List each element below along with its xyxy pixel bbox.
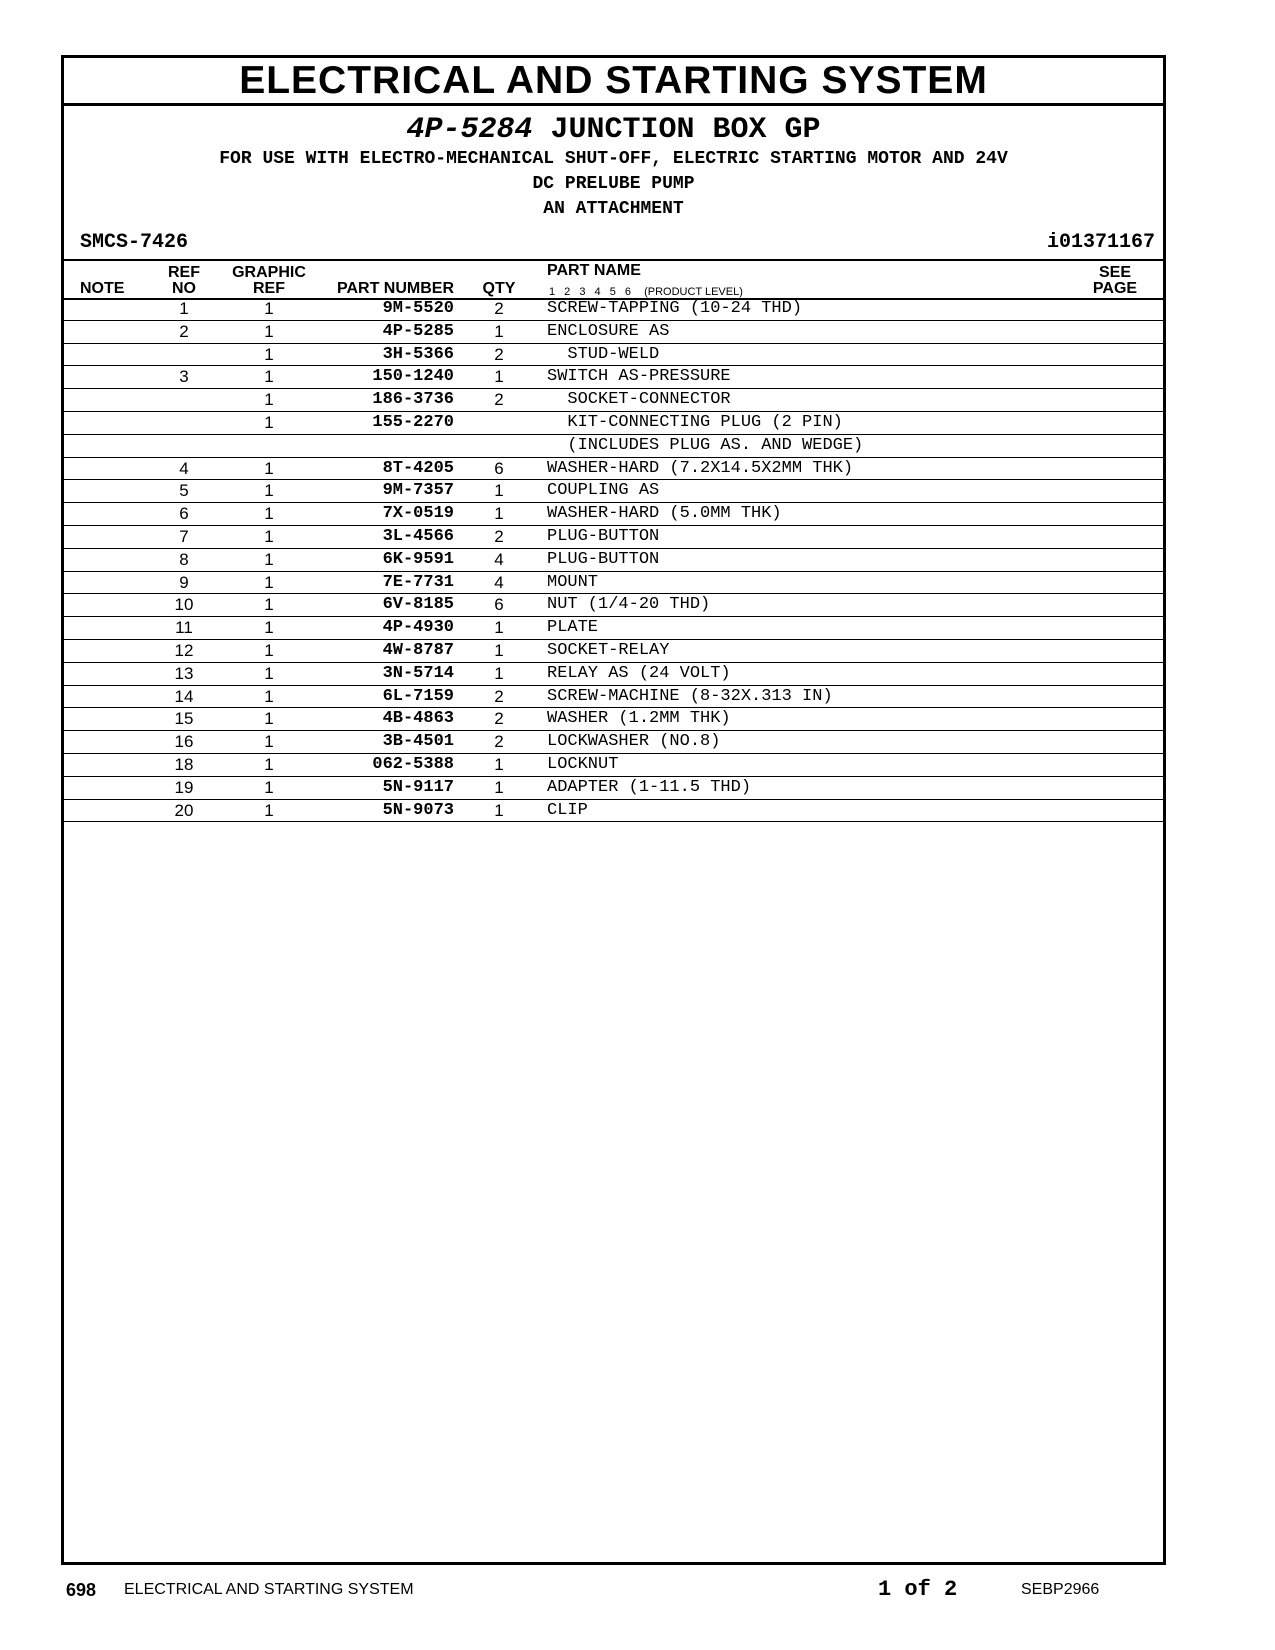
graphic-ref-cell: 1 <box>264 321 274 341</box>
header-divider <box>64 259 1163 261</box>
graphic-ref-cell: 1 <box>264 390 274 410</box>
part-name-cell: COUPLING AS <box>547 481 660 501</box>
table-row <box>64 663 1163 686</box>
table-row <box>64 389 1163 412</box>
graphic-ref-cell: 1 <box>264 595 274 615</box>
ref-no-cell: 14 <box>174 686 194 706</box>
col-ref-no-line1: REF <box>168 264 200 281</box>
footer-section: ELECTRICAL AND STARTING SYSTEM <box>124 1581 414 1598</box>
qty-cell: 4 <box>494 549 504 569</box>
ref-no-cell: 2 <box>179 321 189 341</box>
part-number-cell: 4W-8787 <box>382 640 454 660</box>
qty-cell: 2 <box>494 686 504 706</box>
part-name-cell: LOCKWASHER (NO.8) <box>547 732 721 752</box>
ref-no-cell: 7 <box>179 526 189 546</box>
qty-cell: 1 <box>494 504 504 524</box>
col-ref-no-line2: NO <box>172 280 196 297</box>
table-row <box>64 754 1163 777</box>
table-row <box>64 458 1163 481</box>
qty-cell: 1 <box>494 321 504 341</box>
part-number-cell: 150-1240 <box>372 367 454 387</box>
smcs-code: SMCS-7426 <box>80 231 189 254</box>
qty-cell: 6 <box>494 595 504 615</box>
group-subtitle-line1: FOR USE WITH ELECTRO-MECHANICAL SHUT-OFF, ELECTRIC STARTING MOTOR AND 24V <box>219 149 1008 169</box>
table-row <box>64 708 1163 731</box>
part-name-cell: PLUG-BUTTON <box>547 549 660 569</box>
col-part-name: PART NAME <box>547 262 641 279</box>
table-row <box>64 640 1163 663</box>
qty-cell: 1 <box>494 640 504 660</box>
graphic-ref-cell: 1 <box>264 709 274 729</box>
part-name-cell: CLIP <box>547 800 588 820</box>
part-number-cell: 7X-0519 <box>382 504 454 524</box>
ref-no-cell: 9 <box>179 572 189 592</box>
part-number-cell: 8T-4205 <box>382 458 454 478</box>
col-see-page-line1: SEE <box>1098 264 1131 281</box>
graphic-ref-cell: 1 <box>264 686 274 706</box>
ref-no-cell: 19 <box>174 777 194 797</box>
part-name-cell: RELAY AS (24 VOLT) <box>547 663 731 683</box>
product-level-numbers: 1 2 3 4 5 6 <box>549 286 631 298</box>
part-name-cell: PLATE <box>547 618 599 638</box>
part-name-cell: (INCLUDES PLUG AS. AND WEDGE) <box>547 435 864 455</box>
group-title <box>64 113 1163 147</box>
part-name-cell: MOUNT <box>547 572 599 592</box>
graphic-ref-cell: 1 <box>264 572 274 592</box>
qty-cell: 2 <box>494 299 504 318</box>
qty-cell: 1 <box>494 800 504 820</box>
col-qty: QTY <box>482 280 516 297</box>
part-number-cell: 155-2270 <box>372 412 454 432</box>
col-graphic-ref <box>224 265 314 297</box>
table-header <box>64 263 1163 300</box>
ref-no-cell: 12 <box>174 640 194 660</box>
col-graphic-ref-line2: REF <box>253 280 285 297</box>
col-note: NOTE <box>80 280 125 297</box>
ref-no-cell: 1 <box>179 299 189 318</box>
col-ref-no <box>159 265 209 297</box>
ref-no-cell: 15 <box>174 709 194 729</box>
group-name: JUNCTION BOX GP <box>550 113 821 147</box>
table-row <box>64 549 1163 572</box>
table-row <box>64 503 1163 526</box>
qty-cell: 2 <box>494 344 504 364</box>
part-name-cell: WASHER (1.2MM THK) <box>547 709 731 729</box>
group-header <box>64 113 1163 222</box>
ref-no-cell: 5 <box>179 481 189 501</box>
part-name-cell: ADAPTER (1-11.5 THD) <box>547 777 752 797</box>
qty-cell: 1 <box>494 663 504 683</box>
qty-cell: 1 <box>494 754 504 774</box>
table-row <box>64 412 1163 435</box>
table-row <box>64 526 1163 549</box>
graphic-ref-cell: 1 <box>264 344 274 364</box>
col-graphic-ref-line1: GRAPHIC <box>232 264 306 281</box>
table-row <box>64 686 1163 709</box>
qty-cell: 2 <box>494 709 504 729</box>
group-subtitle-line2: DC PRELUBE PUMP <box>532 174 695 194</box>
table-row <box>64 617 1163 640</box>
graphic-ref-cell: 1 <box>264 640 274 660</box>
graphic-ref-cell: 1 <box>264 732 274 752</box>
part-number-cell: 7E-7731 <box>382 572 454 592</box>
col-see-page-line2: PAGE <box>1092 280 1138 297</box>
graphic-ref-cell: 1 <box>264 663 274 683</box>
part-name-cell: PLUG-BUTTON <box>547 526 660 546</box>
graphic-ref-cell: 1 <box>264 800 274 820</box>
part-number-cell: 6V-8185 <box>382 595 454 615</box>
table-row <box>64 435 1163 458</box>
page-of: 1 of 2 <box>878 1577 958 1602</box>
part-number-cell: 6K-9591 <box>382 549 454 569</box>
table-row <box>64 731 1163 754</box>
part-number-cell: 186-3736 <box>372 390 454 410</box>
part-number-cell: 6L-7159 <box>382 686 454 706</box>
graphic-ref-cell: 1 <box>264 504 274 524</box>
doc-id: SEBP2966 <box>1021 1581 1100 1598</box>
page-footer <box>0 1578 1275 1608</box>
part-number-cell: 3B-4501 <box>382 732 454 752</box>
part-name-cell: SWITCH AS-PRESSURE <box>547 367 731 387</box>
part-number-cell: 4B-4863 <box>382 709 454 729</box>
part-number-cell: 5N-9073 <box>382 800 454 820</box>
part-name-cell: WASHER-HARD (5.0MM THK) <box>547 504 782 524</box>
info-id: i01371167 <box>1046 231 1155 254</box>
part-number-cell: 3H-5366 <box>382 344 454 364</box>
part-name-cell: ENCLOSURE AS <box>547 321 670 341</box>
part-number-cell: 3L-4566 <box>382 526 454 546</box>
page-title: ELECTRICAL AND STARTING SYSTEM <box>64 58 1163 106</box>
part-number-cell: 4P-5285 <box>382 321 454 341</box>
qty-cell: 2 <box>494 390 504 410</box>
table-row <box>64 321 1163 344</box>
ref-no-cell: 10 <box>174 595 194 615</box>
col-part-number: PART NUMBER <box>336 280 454 297</box>
qty-cell: 4 <box>494 572 504 592</box>
graphic-ref-cell: 1 <box>264 526 274 546</box>
graphic-ref-cell: 1 <box>264 549 274 569</box>
table-row <box>64 366 1163 389</box>
qty-cell: 1 <box>494 618 504 638</box>
part-name-cell: LOCKNUT <box>547 754 619 774</box>
parts-page-frame <box>61 55 1166 1565</box>
graphic-ref-cell: 1 <box>264 618 274 638</box>
ref-no-cell: 4 <box>179 458 189 478</box>
part-number-cell: 9M-7357 <box>382 481 454 501</box>
part-name-cell: SOCKET-CONNECTOR <box>547 390 731 410</box>
qty-cell: 6 <box>494 458 504 478</box>
part-name-cell: STUD-WELD <box>547 344 660 364</box>
ref-no-cell: 6 <box>179 504 189 524</box>
ref-no-cell: 13 <box>174 663 194 683</box>
part-number-cell: 9M-5520 <box>382 299 454 318</box>
group-subtitle-line3: AN ATTACHMENT <box>543 199 684 219</box>
graphic-ref-cell: 1 <box>264 777 274 797</box>
ref-no-cell: 3 <box>179 367 189 387</box>
part-name-cell: WASHER-HARD (7.2X14.5X2MM THK) <box>547 458 854 478</box>
table-row <box>64 800 1163 823</box>
part-name-cell: SCREW-TAPPING (10-24 THD) <box>547 299 803 318</box>
part-name-cell: KIT-CONNECTING PLUG (2 PIN) <box>547 412 843 432</box>
part-name-cell: SOCKET-RELAY <box>547 640 670 660</box>
group-part-number: 4P-5284 <box>406 113 533 147</box>
part-number-cell: 3N-5714 <box>382 663 454 683</box>
ref-no-cell: 8 <box>179 549 189 569</box>
graphic-ref-cell: 1 <box>264 367 274 387</box>
graphic-ref-cell: 1 <box>264 299 274 318</box>
qty-cell: 2 <box>494 732 504 752</box>
ref-no-cell: 11 <box>175 618 193 638</box>
graphic-ref-cell: 1 <box>264 754 274 774</box>
ref-no-cell: 20 <box>174 800 194 820</box>
graphic-ref-cell: 1 <box>264 458 274 478</box>
parts-table-body <box>64 298 1163 822</box>
part-number-cell: 062-5388 <box>372 754 454 774</box>
qty-cell: 1 <box>494 367 504 387</box>
part-number-cell: 4P-4930 <box>382 618 454 638</box>
table-row <box>64 594 1163 617</box>
graphic-ref-cell: 1 <box>264 412 274 432</box>
ref-no-cell: 18 <box>174 754 194 774</box>
table-row <box>64 298 1163 321</box>
part-number-cell: 5N-9117 <box>382 777 454 797</box>
table-row <box>64 480 1163 503</box>
qty-cell: 1 <box>494 777 504 797</box>
qty-cell: 2 <box>494 526 504 546</box>
qty-cell: 1 <box>494 481 504 501</box>
part-name-cell: SCREW-MACHINE (8-32X.313 IN) <box>547 686 833 706</box>
page-number: 698 <box>66 1580 97 1600</box>
ref-no-cell: 16 <box>174 732 194 752</box>
product-level-label: (PRODUCT LEVEL) <box>644 286 743 298</box>
col-see-page <box>1085 265 1145 297</box>
table-row <box>64 344 1163 367</box>
table-row <box>64 572 1163 595</box>
graphic-ref-cell: 1 <box>264 481 274 501</box>
table-row <box>64 777 1163 800</box>
part-name-cell: NUT (1/4-20 THD) <box>547 595 711 615</box>
